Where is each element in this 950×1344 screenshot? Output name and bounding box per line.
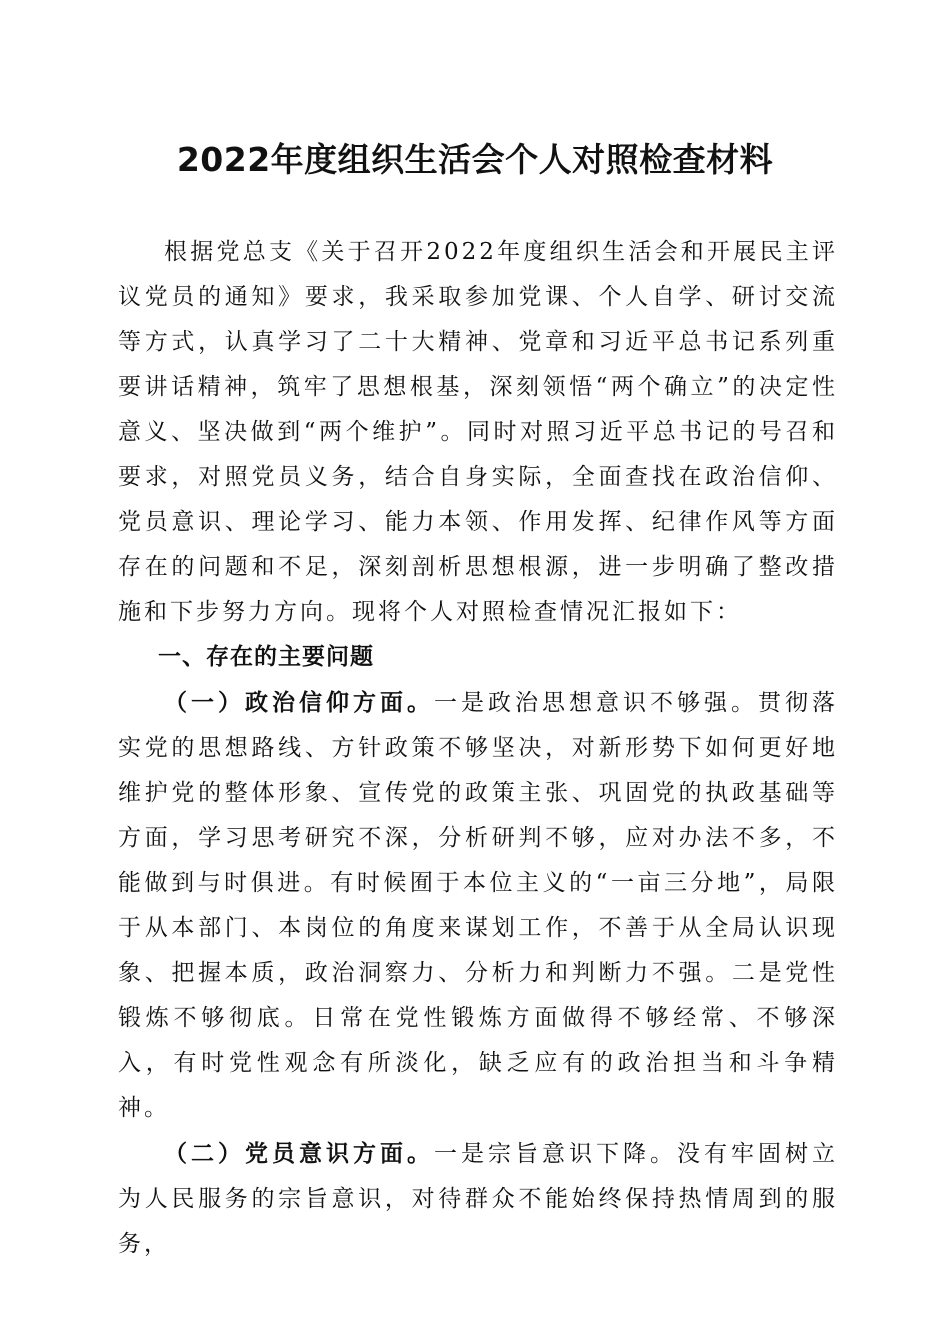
document-title: 2022年度组织生活会个人对照检查材料 — [176, 140, 774, 179]
political-belief-paragraph — [118, 680, 838, 1131]
political-belief-text: 一是政治思想意识不够强。贯彻落实党的思想路线、方针政策不够坚决，对新形势下如何更好地维护党的整体形象、宣传党的政策主张、巩固党的执政基础等方面，学习思考研究不深，分析研判不够，应对办法不多，不能做到与时俱进。有时候囿于本位主义的“一亩三分地”，局限于从本部门、本岗位的角度来谋划工作，不善于从全局认识现象、把握本质，政治洞察力、分析力和判断力不强。二是党性锻炼不够彻底。日常在党性锻炼方面做得不够经常、不够深入，有时党性观念有所淡化，缺乏应有的政治担当和斗争精神。 — [118, 690, 838, 1121]
political-belief-lead: （一）政治信仰方面。 — [164, 689, 434, 716]
party-awareness-text: 一是宗旨意识下降。没有牢固树立为人民服务的宗旨意识，对待群众不能始终保持热情周到的服务， — [118, 1141, 838, 1257]
document-body — [118, 230, 838, 1267]
party-awareness-paragraph — [118, 1131, 838, 1267]
party-awareness-lead: （二）党员意识方面。 — [164, 1140, 434, 1167]
section-heading-main-problems: 一、存在的主要问题 — [158, 644, 374, 670]
intro-paragraph: 根据党总支《关于召开2022年度组织生活会和开展民主评议党员的通知》要求，我采取参加党课、个人自学、研讨交流等方式，认真学习了二十大精神、党章和习近平总书记系列重要讲话精神，筑牢了思想根基，深刻领悟“两个确立”的决定性意义、坚决做到“两个维护”。同时对照习近平总书记的号召和要求，对照党员义务，结合自身实际，全面查找在政治信仰、党员意识、理论学习、能力本领、作用发挥、纪律作风等方面存在的问题和不足，深刻剖析思想根源，进一步明确了整改措施和下步努力方向。现将个人对照检查情况汇报如下： — [118, 239, 838, 625]
